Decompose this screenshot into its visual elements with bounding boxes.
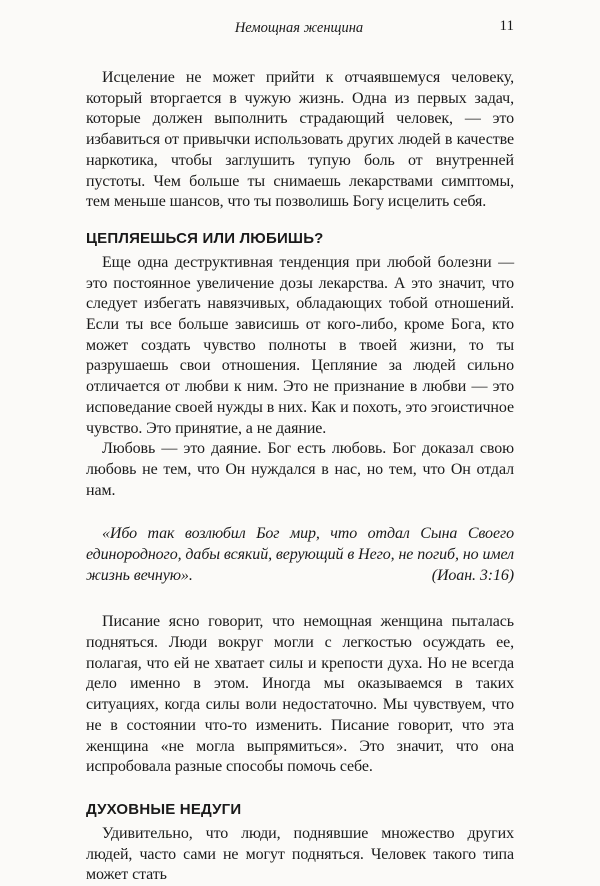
- paragraph-5: Удивительно, что люди, поднявшие множество других людей, часто сами не могут подняться. Человек такого типа может стать: [86, 824, 514, 884]
- bible-quote-text: «Ибо так возлюбил Бог мир, что отдал Сына Своего единородного, дабы всякий, верующий в Него, не погиб, но имел жизнь вечную».: [86, 525, 514, 585]
- section-heading-clinging-or-loving: ЦЕПЛЯЕШЬСЯ ИЛИ ЛЮБИШЬ?: [86, 229, 324, 247]
- running-title: Немощная женщина: [234, 20, 364, 36]
- paragraph-3: Любовь — это даяние. Бог есть любовь. Бог доказал свою любовь не тем, что Он нуждался в нас, но тем, что Он отдал нам.: [86, 440, 514, 499]
- page-body: [86, 68, 514, 886]
- page-number: 11: [499, 18, 514, 34]
- bible-quote: [86, 523, 514, 586]
- bible-quote-reference: (Иоан. 3:16): [431, 567, 514, 585]
- paragraph-4: Писание ясно говорит, что немощная женщина пыталась подняться. Люди вокруг могли с легкостью осуждать ее, полагая, что ей не хватает силы и крепости духа. Но не всегда дело именно в этом. Иногда мы оказываемся в таких ситуациях, когда силы воли недостаточно. Мы чувствуем, что не в состоянии что-то изменить. Писание говорит, что эта женщина «не могла выпрямиться». Это значит, что она испробовала разные способы помочь себе.: [86, 613, 514, 776]
- section-heading-spiritual-ailments: ДУХОВНЫЕ НЕДУГИ: [86, 800, 242, 818]
- paragraph-1: Исцеление не может прийти к отчаявшемуся человеку, который вторгается в чужую жизнь. Одна из первых задач, которые должен выполнить страдающий человек, — это избавиться от привычки использовать других людей в качестве наркотика, чтобы заглушить тупую боль от внутренней пустоты. Чем больше ты снимаешь лекарствами симптомы, тем меньше шансов, что ты позволишь Богу исцелить себя.: [86, 69, 514, 211]
- page-header: [84, 18, 514, 40]
- paragraph-2: Еще одна деструктивная тенденция при любой болезни — это постоянное увеличение дозы лекарства. А это значит, что следует избегать навязчивых, обладающих тобой отношений. Если ты все больше зависишь от кого-либо, кроме Бога, кто может создать чувство полноты в твоей жизни, то ты разрушаешь свои отношения. Цепляние за людей сильно отличается от любви к ним. Это не признание в любви — это исповедание своей нужды в них. Как и похоть, это эгоистичное чувство. Это принятие, а не даяние.: [86, 253, 514, 437]
